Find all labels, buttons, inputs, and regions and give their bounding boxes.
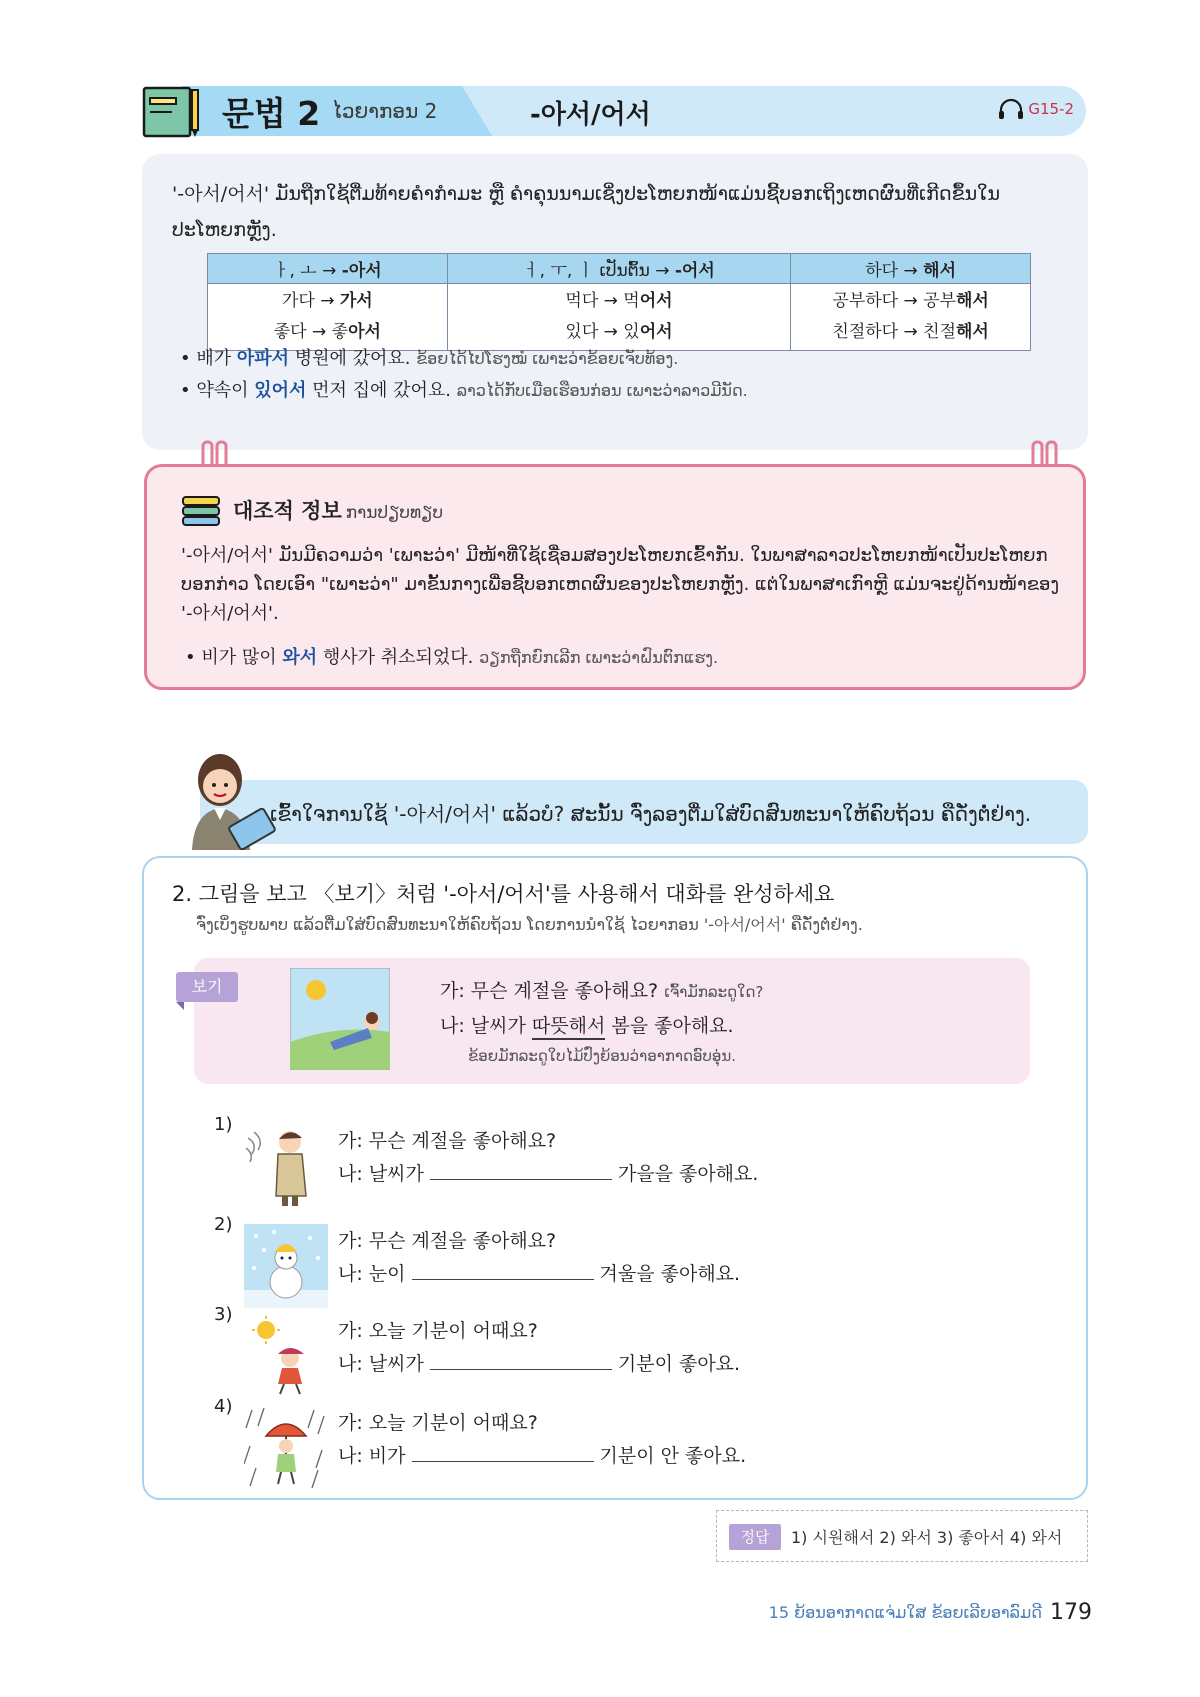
grammar-title: 문법 2 [222,94,321,133]
table-cell: 가다 → 가서 좋다 → 좋아서 [208,284,448,351]
item-answer-line: 나: 눈이 겨울을 좋아해요. [338,1263,741,1285]
item-number: 3) [214,1304,233,1325]
table-header: ㅏ, ㅗ → -아서 [208,254,448,284]
exercise-item [214,1304,1014,1394]
table-header: 하다 → 해서 [791,254,1031,284]
item-answer-line: 나: 날씨가 기분이 좋아요. [338,1353,741,1375]
exercise-question-lao: ຈົ່ງເບິ່ງຮູບພາບ ແລ້ວຕື່ມໃສ່ບົດສົນທະນາໃຫ້ຄົບຖ້ວນ ໂດຍການນຳໃຊ້ ໄວຍາກອນ '-아서/어서' ຄືດັ່ງຕໍ່ຢ່າງ. [196,915,863,934]
teacher-illustration [170,740,280,850]
explanation-box [142,154,1088,450]
exercise-question: 2. 그림을 보고 〈보기〉처럼 '-아서/어서'를 사용해서 대화를 완성하세요 [172,882,835,906]
answer-blank[interactable] [430,1162,612,1180]
page-footer [769,1600,1092,1625]
contrast-title: 대조적 정보 ການປຽບທຽບ [233,499,444,523]
conjugation-table [207,253,1031,351]
contrast-text: '-아서/어서' ມັນມີຄວາມວ່າ 'ເພາະວ່າ' ມີໜ້າທີ່ໃຊ້ເຊື່ອມສອງປະໂຫຍກເຂົ້າກັນ. ໃນພາສາລາວປະໂຫຍກໜ້າເປັນປະໂຫຍກບອກກ່າວ ໂດຍເອົາ "ເພາະວ່າ" ມາຂັ້ນກາງເພື່ອຊີ້ບອກເຫດຜົນຂອງປະໂຫຍກຫຼັງ. ແຕ່ໃນພາສາເກົາຫຼີ ແມ່ນຈະຢູ່ດ້ານໜ້າຂອງ '-아서/어서'. [181,545,1060,624]
answer-blank[interactable] [430,1352,612,1370]
item-answer-line: 나: 날씨가 가을을 좋아해요. [338,1163,759,1185]
example-sentence: • 배가 아파서 병원에 갔어요. ຂ້ອຍໄດ້ໄປໂຮງໝໍ ເພາະວ່າຂ້ອຍເຈັບທ້ອງ. [180,348,679,369]
answer-text: 1) 시원해서 2) 와서 3) 좋아서 4) 와서 [791,1528,1063,1547]
item-answer-line: 나: 비가 기분이 안 좋아요. [338,1445,747,1467]
contrast-info-box [144,464,1086,690]
item-number: 2) [214,1214,233,1235]
item-question: 가: 무슨 계절을 좋아해요? [338,1130,557,1152]
grammar-book-icon [142,84,204,138]
page-number: 179 [1050,1600,1092,1625]
snowman-illustration [244,1224,328,1308]
headphones-icon [998,98,1024,120]
explanation-text: '-아서/어서' ມັນຖືກໃຊ້ຕື່ມທ້າຍຄຳກຳມະ ຫຼື ຄຳຄຸນນາມເຊິ່ງປະໂຫຍກໜ້າແມ່ນຊີ້ບອກເຖິງເຫດຜົນທີ່ເກີດຂຶ້ນໃນປະໂຫຍກຫຼັງ. [172,183,1001,241]
item-question: 가: 오늘 기분이 어때요? [338,1320,538,1342]
prompt-text: ເຂົ້າໃຈການໃຊ້ '-아서/어서' ແລ້ວບໍ? ສະນັ້ນ ຈົ່ງລອງຕື່ມໃສ່ບົດສົນທະນາໃຫ້ຄົບຖ້ວນ ຄືດັ່ງຕໍ່ຢ່າງ. [270,802,1032,826]
table-header: ㅓ, ㅜ, ㅣ ເປັນຕົ້ນ → -어서 [447,254,791,284]
table-row [208,284,1031,351]
practice-prompt [200,780,1088,844]
table-cell: 공부하다 → 공부해서 친절하다 → 친절해서 [791,284,1031,351]
spring-picnic-illustration [290,968,390,1070]
item-question: 가: 오늘 기분이 어때요? [338,1412,538,1434]
item-number: 1) [214,1114,233,1135]
example-sentence: • 비가 많이 와서 행사가 취소되었다. ວຽກຖືກຍົກເລີກ ເພາະວ່າຝົນຕົກແຮງ. [185,647,719,668]
audio-code: G15-2 [1028,100,1074,118]
example-tag: 보기 [176,972,238,1002]
answer-blank[interactable] [412,1262,594,1280]
exercise-item [214,1214,1014,1304]
layers-icon [181,495,221,529]
tag-fold [176,1002,184,1010]
table-cell: 먹다 → 먹어서 있다 → 있어서 [447,284,791,351]
answer-blank[interactable] [412,1444,594,1462]
example-sentence: • 약속이 있어서 먼저 집에 갔어요. ລາວໄດ້ກັບເມືອເຮືອນກ່ອນ ເພາະວ່າລາວມີນັດ. [180,380,748,401]
exercise-item [214,1114,1014,1204]
example-dialogue-lines: 가: 무슨 계절을 좋아해요? ເຈົ້າມັກລະດູໃດ? 나: 날씨가 따뜻해서 봄을 좋아해요. ຂ້ອຍມັກລະດູໃບໄມ້ປົ່ງຍ້ອນວ່າອາກາດອົບອຸ່ນ. [440,980,764,1065]
grammar-subtitle: ໄວຍາກອນ 2 [332,99,438,123]
answer-key [716,1510,1088,1562]
exercise-box [142,856,1088,1500]
chapter-title: 15 ຍ້ອນອາກາດແຈ່ມໃສ ຂ້ອຍເລີຍອາລົມດີ [768,1603,1042,1622]
answer-tag: 정답 [729,1524,781,1550]
sunny-girl-illustration [244,1314,328,1398]
audio-track[interactable] [998,98,1074,120]
item-number: 4) [214,1396,233,1417]
grammar-header [142,84,1088,138]
item-question: 가: 무슨 계절을 좋아해요? [338,1230,557,1252]
rain-umbrella-illustration [244,1406,328,1490]
grammar-topic: -아서/어서 [530,100,651,130]
exercise-item [214,1396,1014,1486]
windy-autumn-person-illustration [244,1124,328,1208]
example-dialogue [191,958,1030,1084]
